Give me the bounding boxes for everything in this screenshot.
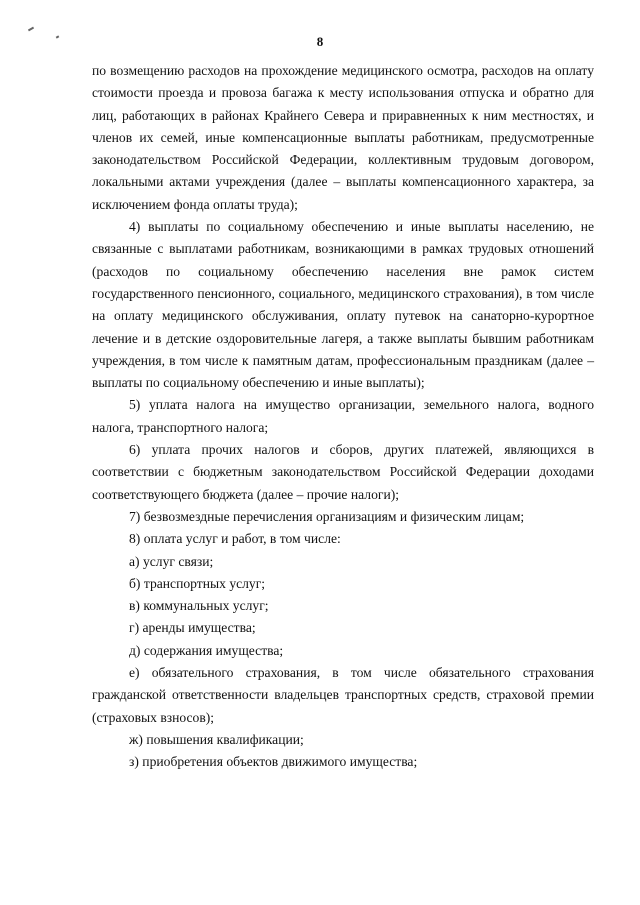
subitem-a: а) услуг связи;	[129, 553, 214, 569]
paragraph-item-4: 4) выплаты по социальному обеспечению и иные выплаты населению, не связанные с выплатами работникам, возникающими в рамках трудовых отношений (расходов по социальному обеспечению населения вне рамок систем государственного пенсионного, социального, медицинского страхования), в том числе на оплату медицинского обслуживания, оплату путевок на санаторно-курортное лечение и в детские оздоровительные лагеря, а также выплаты бывшим работникам учреждения, в том числе к памятным датам, профессиональным праздникам (далее – выплаты по социальному обеспечению и иные выплаты);	[92, 219, 594, 391]
document-body	[92, 60, 594, 774]
subitem-v: в) коммунальных услуг;	[129, 598, 269, 614]
subitem-b: б) транспортных услуг;	[129, 575, 266, 591]
paragraph-item-7: 7) безвозмездные перечисления организациям и физическим лицам;	[129, 508, 525, 524]
paragraph-item-5: 5) уплата налога на имущество организации, земельного налога, водного налога, транспортного налога;	[92, 397, 594, 435]
subitem-d: д) содержания имущества;	[129, 642, 284, 658]
paragraph-item-8: 8) оплата услуг и работ, в том числе:	[129, 531, 341, 547]
subitem-g: г) аренды имущества;	[129, 620, 256, 636]
paragraph-continuation: по возмещению расходов на прохождение медицинского осмотра, расходов на оплату стоимости проезда и провоза багажа к месту использования отпуска и обратно для лиц, работающих в районах Крайнего Севера и приравненных к ним местностях, и членов их семей, иные компенсационные выплаты работникам, предусмотренные законодательством Российской Федерации, коллективным трудовым договором, локальными актами учреждения (далее – выплаты компенсационного характера, за исключением фонда оплаты труда);	[92, 63, 594, 212]
subitem-e: е) обязательного страхования, в том числе обязательного страхования гражданской ответственности владельцев транспортных средств, страховой премии (страховых взносов);	[92, 665, 594, 725]
subitem-zh: ж) повышения квалификации;	[129, 731, 304, 747]
page-number: 8	[316, 34, 324, 49]
subitem-z: з) приобретения объектов движимого имущества;	[129, 754, 418, 770]
paragraph-item-6: 6) уплата прочих налогов и сборов, других платежей, являющихся в соответствии с бюджетным законодательством Российской Федерации доходами соответствующего бюджета (далее – прочие налоги);	[92, 442, 594, 502]
scan-artifact	[28, 27, 34, 32]
